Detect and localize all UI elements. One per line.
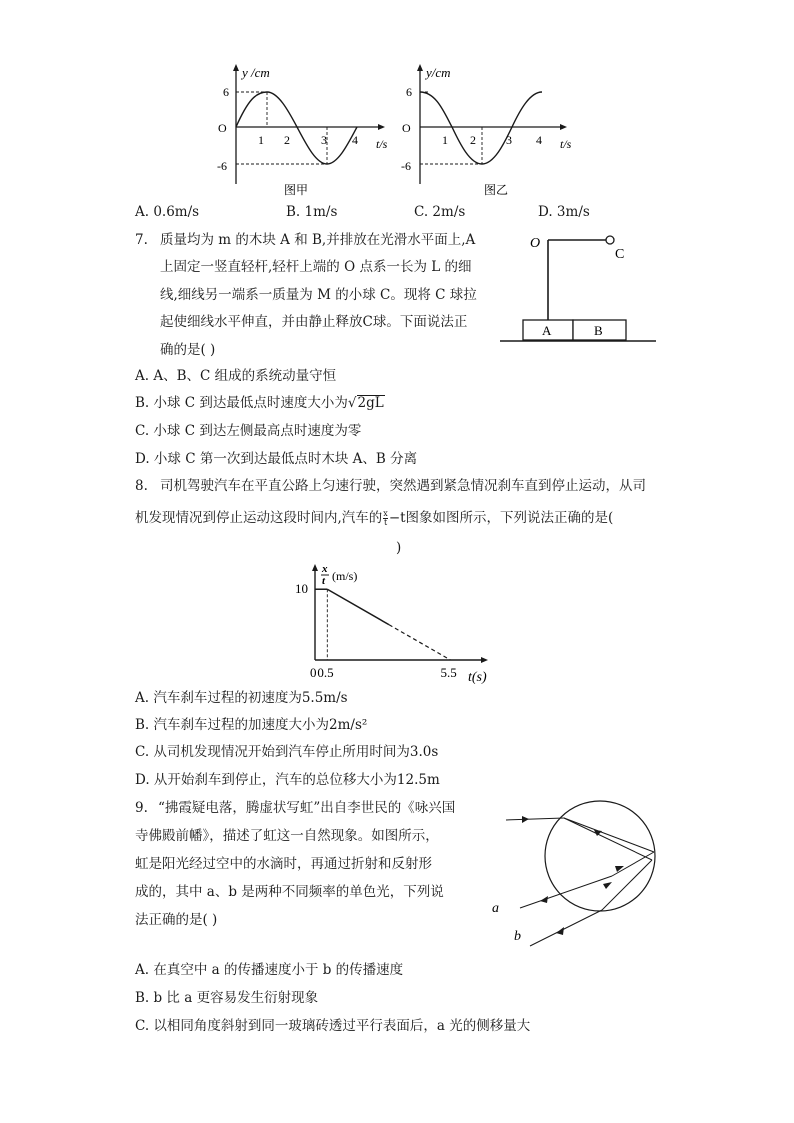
wave-right-xtick-3: 3 <box>506 133 512 147</box>
q7-line-4: 起使细线水平伸直，并由静止释放C球。下面说法正 <box>160 314 468 330</box>
wave-right-xlabel: t/s <box>560 137 572 151</box>
q9-line-4: 成的，其中 a、b 是两种不同频率的单色光，下列说 <box>135 884 444 900</box>
svg-text:y /cm <box>240 65 270 80</box>
q9-line-1: “拂霞疑电落，腾虚状写虹”出自李世民的《咏兴国 <box>158 800 456 816</box>
q7-option-b-text: B. 小球 C 到达最低点时速度大小为 <box>135 395 348 411</box>
chart-origin: 0 <box>310 665 317 680</box>
chart-series-segment-2 <box>327 589 389 624</box>
chart-ylabel-unit: (m/s) <box>332 569 358 583</box>
wave-left-ytick-6: 6 <box>223 85 229 99</box>
q8-frac-num: x <box>383 509 388 518</box>
q7-line-5: 确的是( ) <box>160 342 216 358</box>
chart-ytick-10: 10 <box>295 581 308 597</box>
q7-figure-o: O <box>530 236 541 251</box>
q9-option-c: C. 以相同角度斜射到同一玻璃砖透过平行表面后，a 光的侧移量大 <box>135 1018 531 1034</box>
q8-option-c: C. 从司机发现情况开始到汽车停止所用时间为3.0s <box>135 744 439 760</box>
q8-option-d: D. 从开始刹车到停止，汽车的总位移大小为12.5m <box>135 772 440 788</box>
wave-left-ytick-neg6: -6 <box>217 159 227 173</box>
wave-right-ytick-neg6: -6 <box>401 159 411 173</box>
q9-line-2: 寺佛殿前幡》，描述了虹这一自然现象。如图所示， <box>135 828 439 844</box>
q6-option-b: B. 1m/s <box>286 204 338 220</box>
q7-figure <box>496 228 661 346</box>
q8-option-b: B. 汽车刹车过程的加速度大小为2m/s² <box>135 717 368 733</box>
q9-option-a: A. 在真空中 a 的传播速度小于 b 的传播速度 <box>135 962 404 978</box>
q8-line-1: 司机驾驶汽车在平直公路上匀速行驶，突然遇到紧急情况刹车直到停止运动，从司 <box>160 478 646 494</box>
wave-right-xtick-4: 4 <box>536 133 542 147</box>
q7-line-1: 质量均为 m 的木块 A 和 B,并排放在光滑水平面上,A <box>160 232 476 248</box>
chart-ylabel-den: t <box>322 575 326 587</box>
wave-left-caption: 图甲 <box>284 183 309 197</box>
q9-figure-label-b: b <box>514 929 521 944</box>
q7-line-3: 线,细线另一端系一质量为 M 的小球 C。现将 C 球拉 <box>160 287 477 303</box>
q8-frac-den: t <box>383 518 388 527</box>
wave-left-xtick-3: 3 <box>321 133 327 147</box>
q9-line-3: 虹是阳光经过空中的水滴时，再通过折射和反射形 <box>135 856 432 872</box>
chart-y-axis-arrow <box>312 564 318 571</box>
chart-xlabel: t(s) <box>468 670 487 685</box>
wave-right-xtick-1: 1 <box>442 133 448 147</box>
q9-option-b: B. b 比 a 更容易发生衍射现象 <box>135 990 319 1006</box>
q6-option-c: C. 2m/s <box>414 204 466 220</box>
q6-option-d: D. 3m/s <box>538 204 590 220</box>
chart-xtick-5-5: 5.5 <box>440 665 457 680</box>
q7-option-c: C. 小球 C 到达左侧最高点时速度为零 <box>135 423 362 439</box>
wave-right-ylabel: y/cm <box>426 65 451 80</box>
wave-left-xlabel: t/s <box>376 137 388 151</box>
q7-figure-c: C <box>615 247 625 262</box>
q8-chart <box>288 560 498 684</box>
chart-series-segment-3 <box>389 625 451 660</box>
q8-option-a: A. 汽车刹车过程的初速度为5.5m/s <box>135 690 348 706</box>
q8-line-2 <box>135 510 613 527</box>
wave-left-origin: O <box>218 121 227 135</box>
wave-right-caption: 图乙 <box>484 183 509 197</box>
wave-left-xtick-1: 1 <box>258 133 264 147</box>
q8-line-3: ) <box>396 540 402 556</box>
q8-fraction <box>383 510 388 527</box>
q7-option-a: A. A、B、C 组成的系统动量守恒 <box>135 368 337 384</box>
wave-right-ytick-6: 6 <box>406 85 412 99</box>
chart-x-axis-arrow <box>481 657 488 663</box>
q7-figure-a: A <box>542 323 552 338</box>
wave-right-origin: O <box>402 121 411 135</box>
chart-xtick-0-5: 0.5 <box>317 665 334 680</box>
wave-right-xtick-2: 2 <box>470 133 476 147</box>
q8-line-2-suffix: −t图象如图所示，下列说法正确的是( <box>388 510 614 526</box>
wave-left-xtick-2: 2 <box>284 133 290 147</box>
q9-raindrop-figure <box>484 800 664 952</box>
q7-number: 7. <box>135 232 148 248</box>
q7-line-2: 上固定一竖直轻杆,轻杆上端的 O 点系一长为 L 的细 <box>160 259 472 275</box>
wave-left-ylabel: y /cm <box>242 65 270 80</box>
q9-number: 9. <box>135 800 148 816</box>
q9-line-5: 法正确的是( ) <box>135 912 218 928</box>
wave-left-xtick-4: 4 <box>352 133 358 147</box>
q7-figure-b: B <box>594 323 603 338</box>
wave-graph-left <box>217 60 397 200</box>
q9-figure-label-a: a <box>492 901 499 916</box>
q8-line-2-prefix: 机发现情况到停止运动这段时间内,汽车的 <box>135 510 383 526</box>
q6-option-a: A. 0.6m/s <box>135 204 200 220</box>
q7-option-b-math: √2gL <box>347 395 384 411</box>
q7-option-d: D. 小球 C 第一次到达最低点时木块 A、B 分离 <box>135 451 418 467</box>
q7-option-b <box>135 395 385 411</box>
wave-graph-right <box>402 60 582 200</box>
sqrt-radicand: 2gL <box>357 395 384 411</box>
chart-ylabel-num: x <box>322 563 328 575</box>
q8-number: 8. <box>135 478 148 494</box>
